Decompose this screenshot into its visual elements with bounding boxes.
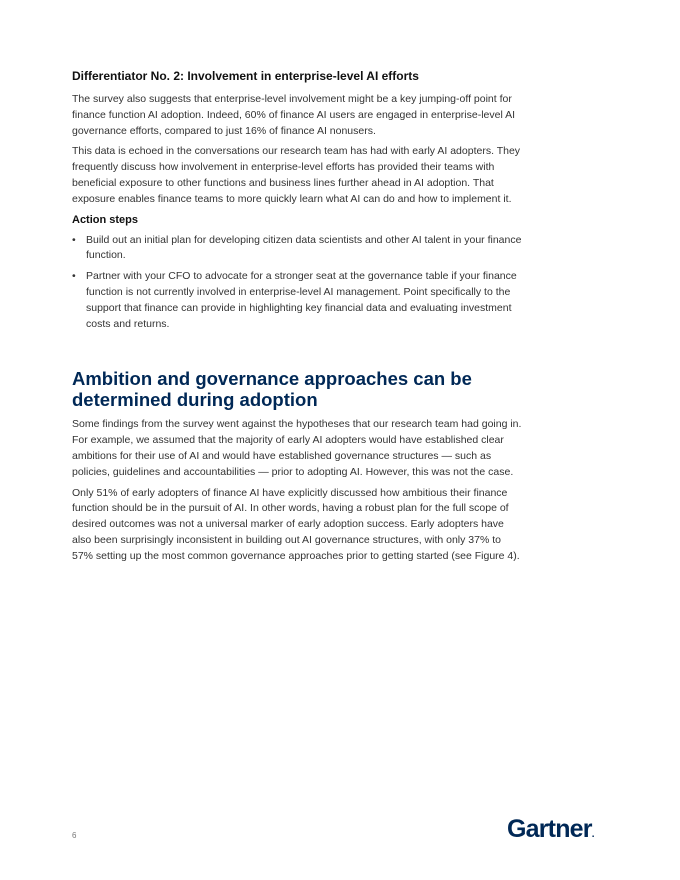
section-differentiator-2 [72, 68, 522, 332]
list-item-text: Partner with your CFO to advocate for a stronger seat at the governance table if your finance function is not currently involved in enterprise-level AI management. Point specifically to the support that finance can provide in highlighting key financial data and evaluating investment costs and returns. [86, 270, 517, 330]
paragraph: The survey also suggests that enterprise-level involvement might be a key jumping-off point for finance function AI adoption. Indeed, 60% of finance AI users are engaged in enterprise-level AI governance efforts, compared to just 16% of finance AI nonusers. [72, 93, 516, 137]
bullet-icon: • [72, 233, 76, 246]
paragraph: This data is echoed in the conversations our research team has had with early AI adopters. They frequently discuss how involvement in enterprise-level efforts has provided their teams with beneficial exposure to other functions and business lines further ahead in AI adoption. That exposure enables finance teams to more quickly learn what AI can do and how to implement it. [72, 145, 521, 205]
list-item [72, 233, 522, 265]
gartner-logo [507, 815, 595, 849]
action-steps-list [72, 233, 522, 333]
page-number: 6 [72, 831, 77, 840]
logo-text: Gartner [507, 815, 592, 843]
action-steps-heading: Action steps [72, 213, 139, 226]
section-title: Ambition and governance approaches can be determined during adoption [72, 368, 472, 411]
paragraph: Some findings from the survey went against the hypotheses that our research team had going in. For example, we assumed that the majority of early AI adopters would have established clear ambitions for their use of AI and would have established governance structures — such as policies, guidelines and accountabilities — prior to adopting AI. However, this was not the case. [72, 418, 522, 478]
list-item-text: Build out an initial plan for developing citizen data scientists and other AI talent in your finance function. [86, 233, 522, 262]
bullet-icon: • [72, 270, 76, 283]
section-ambition-governance [72, 368, 522, 564]
paragraph: Only 51% of early adopters of finance AI have explicitly discussed how ambitious their finance function should be in the pursuit of AI. In other words, having a robust plan for the full scope of desired outcomes was not a universal marker of early adoption success. Early adopters have also been surprisingly inconsistent in building out AI governance structures, with only 37% to 57% setting up the most common governance approaches prior to getting started (see Figure 4). [72, 486, 520, 562]
page-content [72, 68, 522, 570]
logo-dot: . [591, 829, 595, 840]
list-item [72, 269, 522, 332]
section-heading: Differentiator No. 2: Involvement in enterprise-level AI efforts [72, 69, 419, 83]
